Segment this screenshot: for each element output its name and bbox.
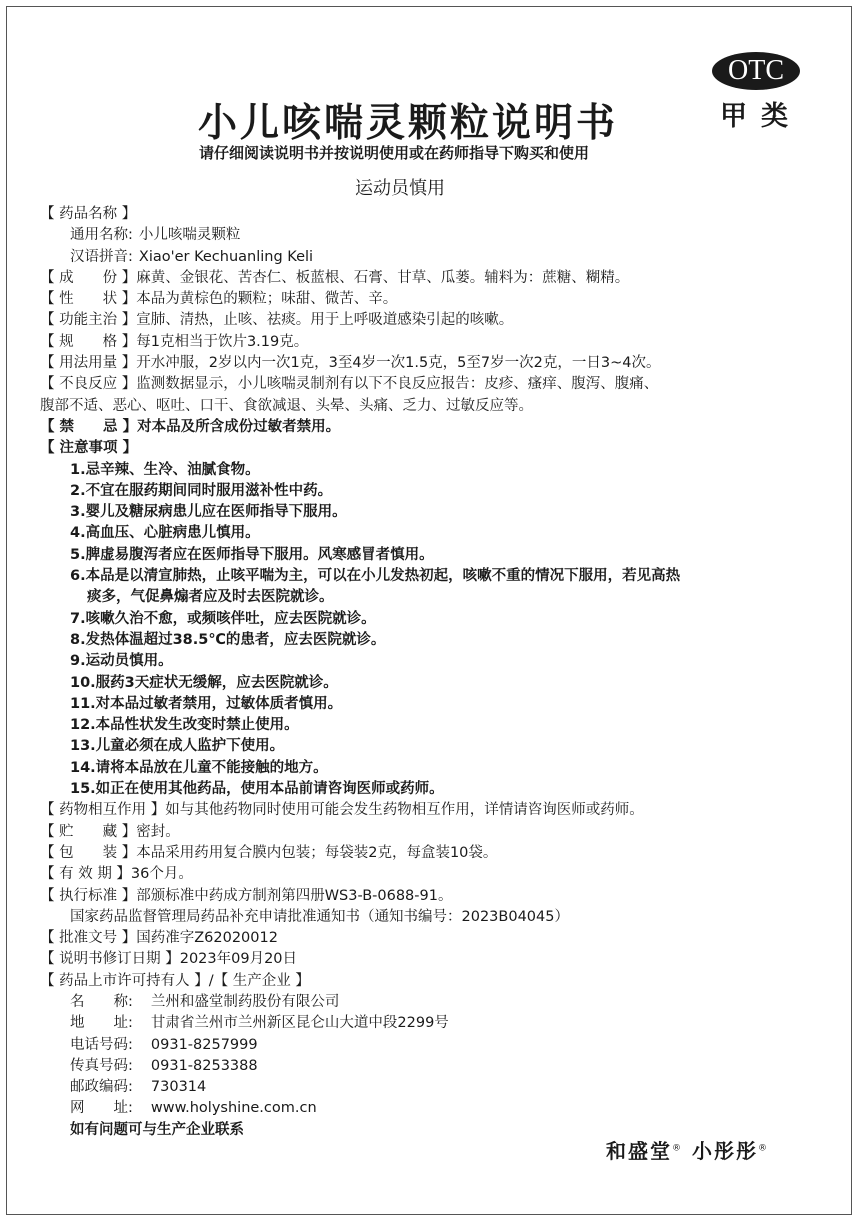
validity: 【 有 效 期 】36个月。 [40,866,193,883]
athlete-note: 运动员慎用 [355,178,445,199]
precaution-item: 9.运动员慎用。 [70,653,173,670]
pinyin-value: Xiao'er Kechuanling Keli [138,248,314,265]
company-label: 地 址: [70,1015,133,1032]
company-label: 传真号码: [70,1057,133,1074]
specification: 【 规 格 】每1克相当于饮片3.19克。 [40,333,309,350]
company-label: 网 址: [70,1100,133,1117]
leaflet-body [40,204,830,1141]
standard-line1: 【 执行标准 】部颁标准中药成方制剂第四册WS3-B-0688-91。 [40,887,453,904]
company-row [40,992,830,1013]
precaution-item: 12.本品性状发生改变时禁止使用。 [70,717,299,734]
company-row [40,1098,830,1119]
reg-mark-1: ® [672,1143,683,1154]
character: 【 性 状 】本品为黄棕色的颗粒；味甜、微苦、辛。 [40,291,398,308]
company-value: 兰州和盛堂制药股份有限公司 [150,993,340,1010]
precaution-item: 3.婴儿及糖尿病患儿应在医师指导下服用。 [70,504,347,521]
company-value: 0931-8257999 [150,1036,258,1053]
generic-name-label: 通用名称: [70,227,133,244]
pinyin-row [40,247,830,268]
subtitle: 请仔细阅读说明书并按说明使用或在药师指导下购买和使用 [199,144,590,162]
generic-name-row [40,225,830,246]
approval-number: 【 批准文号 】国药准字Z62020012 [40,930,278,947]
otc-badge: OTC [712,52,800,90]
standard-line2: 国家药品监督管理局药品补充申请批准通知书（通知书编号：2023B04045） [70,908,569,925]
category-label: 甲类 [720,101,802,132]
adverse-reactions-line2: 腹部不适、恶心、呕吐、口干、食欲减退、头晕、头痛、乏力、过敏反应等。 [40,397,533,414]
drug-name-heading: 【 药品名称 】 [40,206,137,222]
page-title: 小儿咳喘灵颗粒说明书 [198,101,619,146]
company-value: 0931-8253388 [150,1057,258,1074]
precaution-item: 11.对本品过敏者禁用，过敏体质者慎用。 [70,695,343,712]
contraindications: 【 禁 忌 】对本品及所含成份过敏者禁用。 [40,418,341,435]
indications: 【 功能主治 】宣肺、清热，止咳、祛痰。用于上呼吸道感染引起的咳嗽。 [40,312,514,329]
company-value: 甘肃省兰州市兰州新区昆仑山大道中段2299号 [150,1015,449,1032]
company-value: 730314 [150,1079,207,1096]
company-label: 名 称: [70,993,133,1010]
brand-name-1: 和盛堂 [606,1139,672,1163]
contact-note: 如有问题可与生产企业联系 [70,1121,244,1138]
precaution-item: 6.本品是以清宣肺热，止咳平喘为主，可以在小儿发热初起，咳嗽不重的情况下服用，若见高热 [70,568,681,585]
brand-name-2: 小彤彤 [691,1139,758,1163]
company-row [40,1013,830,1034]
generic-name-value: 小儿咳喘灵颗粒 [138,227,241,244]
precaution-item: 7.咳嗽久治不愈，或频咳伴吐，应去医院就诊。 [70,610,376,627]
company-row [40,1077,830,1098]
package: 【 包 装 】本品采用药用复合膜内包装；每袋装2克，每盒装10袋。 [40,844,498,861]
precaution-item: 14.请将本品放在儿童不能接触的地方。 [70,759,328,776]
ingredients: 【 成 份 】麻黄、金银花、苦杏仁、板蓝根、石膏、甘草、瓜蒌。辅料为：蔗糖、糊精。 [40,269,630,286]
company-row [40,1056,830,1077]
precaution-item: 10.服药3天症状无缓解，应去医院就诊。 [70,674,338,691]
brand-logo [606,1135,769,1164]
reg-mark-2: ® [757,1143,769,1154]
company-website[interactable]: www.holyshine.com.cn [150,1100,317,1117]
company-label: 电话号码: [70,1036,133,1053]
company-row [40,1035,830,1056]
revision-date: 【 说明书修订日期 】2023年09月20日 [40,951,298,968]
storage: 【 贮 藏 】密封。 [40,823,180,840]
precaution-item-continued: 痰多，气促鼻煽者应及时去医院就诊。 [87,589,334,606]
pinyin-label: 汉语拼音: [70,248,133,265]
precaution-item: 13.儿童必须在成人监护下使用。 [70,738,285,755]
precaution-item: 1.忌辛辣、生冷、油腻食物。 [70,461,260,478]
precaution-item: 5.脾虚易腹泻者应在医师指导下服用。风寒感冒者慎用。 [70,546,434,563]
dosage: 【 用法用量 】开水冲服，2岁以内一次1克，3至4岁一次1.5克，5至7岁一次2克，一日3~4次。 [40,355,661,372]
precaution-item: 15.如正在使用其他药品，使用本品前请咨询医师或药师。 [70,781,444,798]
adverse-reactions-line1: 【 不良反应 】监测数据显示，小儿咳喘灵制剂有以下不良反应报告：皮疹、瘙痒、腹泻、腹痛、 [40,376,659,393]
precaution-item: 8.发热体温超过38.5℃的患者，应去医院就诊。 [70,631,386,648]
precaution-item: 2.不宜在服药期间同时服用滋补性中药。 [70,482,333,499]
precautions-heading: 【 注意事项 】 [40,440,138,457]
drug-interactions: 【 药物相互作用 】如与其他药物同时使用可能会发生药物相互作用，详情请咨询医师或药师。 [40,802,644,819]
holder-heading: 【 药品上市许可持有人 】/【 生产企业 】 [40,972,310,989]
company-label: 邮政编码: [70,1079,133,1096]
precaution-item: 4.高血压、心脏病患儿慎用。 [70,525,260,542]
